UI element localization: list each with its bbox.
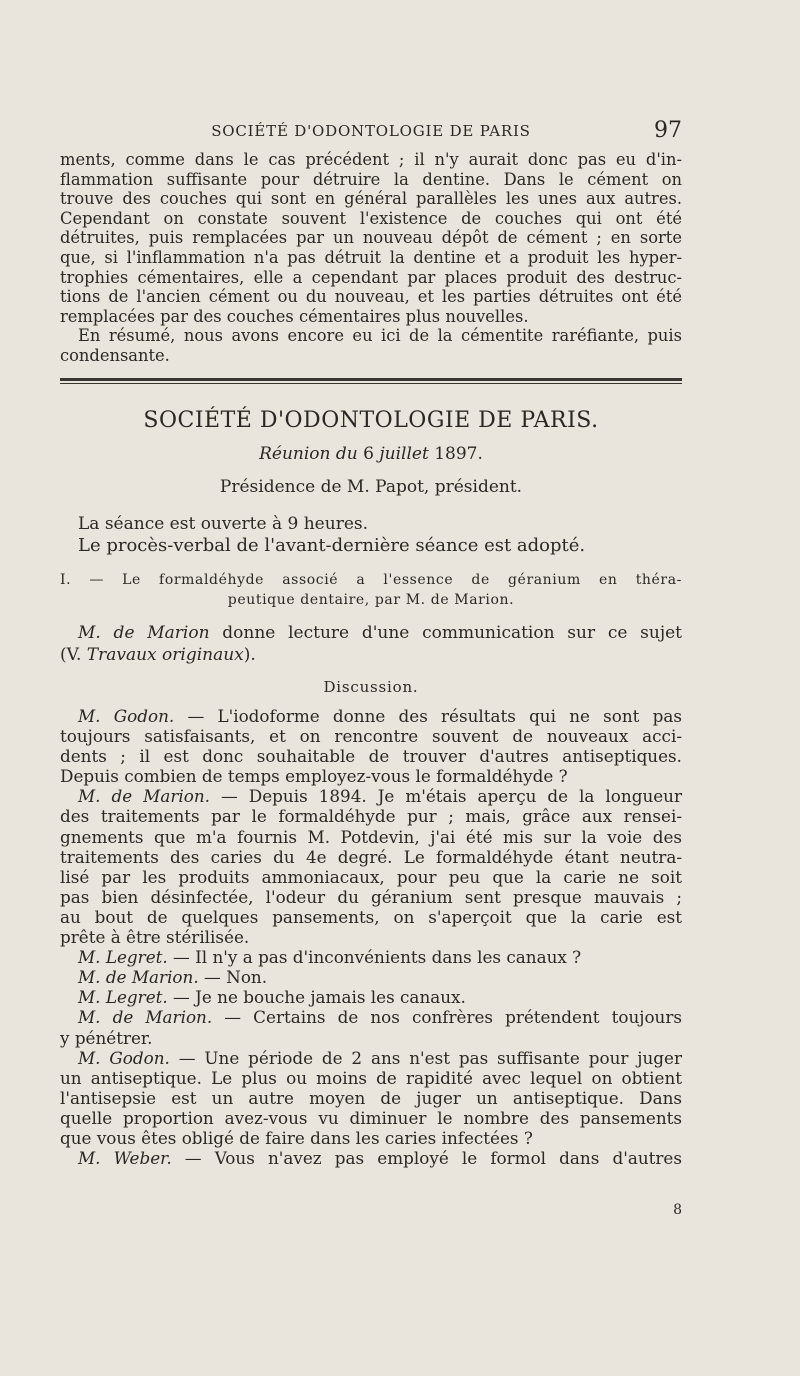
text-line: [60, 987, 682, 1007]
text-line: détruites, puis remplacées par un nouveau dépôt de cément ; en sorte: [60, 228, 682, 248]
text-line: [60, 706, 682, 726]
speaker-name: M. de Marion.: [78, 1007, 213, 1028]
text-line: quelle proportion avez-vous vu diminuer le nombre des pansements: [60, 1107, 682, 1128]
meeting-date-prefix: Réunion du: [259, 444, 358, 464]
speaker-name: M. de Marion.: [78, 967, 199, 988]
meeting-opening: [60, 513, 682, 557]
reference-suffix: ).: [243, 645, 256, 665]
section-heading-line1: I. — Le formaldéhyde associé a l'essence de géranium en théra-: [60, 572, 682, 588]
text-line: flammation suffisante pour détruire la dentine. Dans le cément on: [60, 169, 682, 189]
text-line: prête à être stérilisée.: [60, 927, 250, 948]
speaker-name: M. de Marion: [78, 623, 210, 643]
speaker-name: M. Legret.: [78, 947, 168, 968]
meeting-date-day: 6: [363, 444, 374, 464]
meeting-date-year: 1897.: [434, 444, 483, 464]
reference-title: Travaux originaux: [86, 645, 244, 665]
text-line: remplacées par des couches cémentaires plus nouvelles.: [60, 306, 529, 326]
speaker-name: M. Godon.: [78, 706, 175, 726]
presidence-line: Présidence de M. Papot, président.: [219, 477, 523, 497]
meeting-date: [60, 444, 682, 464]
divider-thin-rule: [60, 383, 682, 384]
opening-line: La séance est ouverte à 9 heures.: [78, 514, 369, 534]
discussion-dialogue: [60, 706, 682, 1168]
speech-text: — Vous n'avez pas employé le formol dans d'autres: [184, 1148, 682, 1169]
text-line: tions de l'ancien cément ou du nouveau, et les parties détruites ont été: [60, 287, 682, 307]
section-heading-line2: peutique dentaire, par M. de Marion.: [227, 592, 515, 608]
running-title: SOCIÉTÉ D'ODONTOLOGIE DE PARIS: [211, 122, 531, 140]
lecture-paragraph: [60, 622, 682, 666]
text-line: [60, 1007, 682, 1027]
signature-mark: 8: [673, 1202, 682, 1218]
text-line: [60, 1148, 682, 1168]
speech-text: — Certains de nos confrères prétendent toujours: [224, 1007, 682, 1028]
section-divider: [60, 378, 682, 384]
text-line: [60, 1048, 682, 1068]
speech-text: — Non.: [204, 967, 268, 988]
text-line: au bout de quelques pansements, on s'aperçoit que la carie est: [60, 906, 682, 927]
speech-text: — Depuis 1894. Je m'étais aperçu de la longueur: [221, 786, 683, 807]
text-line: que, si l'inflammation n'a pas détruit la dentine et a produit les hyper-: [60, 247, 682, 267]
page-header: [60, 118, 682, 148]
text-line: l'antisepsie est un autre moyen de juger un antiseptique. Dans: [60, 1087, 682, 1108]
text-line: ments, comme dans le cas précédent ; il n'y aurait donc pas eu d'in-: [60, 150, 682, 169]
text-line: que vous êtes obligé de faire dans les caries infectées ?: [60, 1127, 533, 1148]
text-line: trophies cémentaires, elle a cependant par places produit des destruc-: [60, 267, 682, 287]
text-line: [60, 644, 682, 666]
text-line: Depuis combien de temps employez-vous le formaldéhyde ?: [60, 766, 568, 787]
section-heading: [60, 570, 682, 610]
text-line: y pénétrer.: [60, 1027, 153, 1048]
speech-text: — Je ne bouche jamais les canaux.: [173, 987, 466, 1008]
text-line: dents ; il est donc souhaitable de trouver d'autres antiseptiques.: [60, 746, 682, 767]
text-line: trouve des couches qui sont en général parallèles les unes aux autres.: [60, 189, 682, 209]
speech-text: — Une période de 2 ans n'est pas suffisante pour juger: [178, 1047, 682, 1068]
speaker-name: M. de Marion.: [78, 786, 210, 807]
text-line: pas bien désinfectée, l'odeur du géranium sent presque mauvais ;: [60, 886, 682, 907]
text-line: un antiseptique. Le plus ou moins de rapidité avec lequel on obtient: [60, 1067, 682, 1088]
lecture-text: donne lecture d'une communication sur ce sujet: [222, 623, 683, 643]
text-line: des traitements par le formaldéhyde pur ; mais, grâce aux rensei-: [60, 806, 682, 827]
speaker-name: M. Legret.: [78, 987, 168, 1008]
text-line: [60, 967, 682, 987]
speech-text: — Il n'y a pas d'inconvénients dans les canaux ?: [173, 947, 582, 968]
text-line: En résumé, nous avons encore eu ici de la cémentite raréfiante, puis: [78, 326, 682, 346]
speech-text: — L'iodoforme donne des résultats qui ne sont pas: [187, 706, 682, 726]
discussion-label: Discussion.: [323, 678, 419, 696]
divider-thick-rule: [60, 378, 682, 381]
text-line: gnements que m'a fournis M. Potdevin, j'ai été mis sur la voie des: [60, 826, 682, 847]
page-number: 97: [654, 118, 682, 143]
speaker-name: M. Godon.: [78, 1047, 170, 1068]
text-line: toujours satisfaisants, et on rencontre souvent de nouveaux acci-: [60, 726, 682, 747]
text-line: traitements des caries du 4e degré. Le formaldéhyde étant neutra-: [60, 846, 682, 867]
speaker-name: M. Weber.: [78, 1148, 172, 1169]
meeting-title: SOCIÉTÉ D'ODONTOLOGIE DE PARIS.: [143, 408, 599, 433]
text-line: Cependant on constate souvent l'existence de couches qui ont été: [60, 208, 682, 228]
text-line: condensante.: [60, 345, 170, 365]
meeting-date-month: juillet: [379, 444, 429, 464]
text-line: [60, 622, 682, 644]
text-line: [60, 786, 682, 806]
text-line: lisé par les produits ammoniacaux, pour peu que la carie ne soit: [60, 866, 682, 887]
text-line: [60, 947, 682, 967]
minutes-line: Le procès-verbal de l'avant-dernière séance est adopté.: [78, 535, 586, 556]
intro-paragraph: [60, 150, 682, 366]
reference-prefix: (V.: [60, 645, 82, 665]
